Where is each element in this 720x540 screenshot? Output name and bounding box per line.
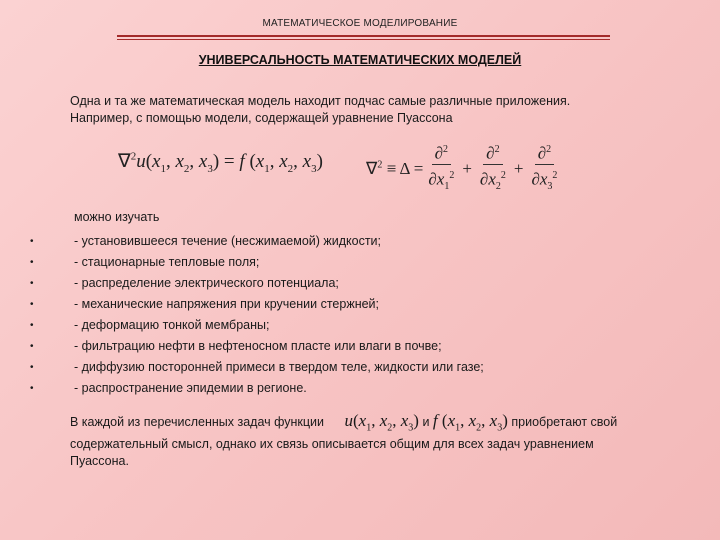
section-title: УНИВЕРСАЛЬНОСТЬ МАТЕМАТИЧЕСКИХ МОДЕЛЕЙ [198,53,522,67]
header-rule-thick [117,35,610,37]
header-rule-thin [117,39,610,40]
bullet-icon: • [30,236,34,247]
bullet-icon: • [30,320,34,331]
conclusion-paragraph [70,412,675,470]
list-intro: можно изучать [74,210,160,224]
bullet-icon: • [30,362,34,373]
list-item: • - деформацию тонкой мембраны; [30,315,484,336]
bullet-icon: • [30,278,34,289]
poisson-equation-formula: $\nabla^2u(x_1$, $x_2$, $x_3) = f$ ($x_1$, $x_2$, $x_3$) [118,150,323,175]
list-item: • - фильтрацию нефти в нефтеносном пласте или влаги в почве; [30,336,484,357]
header-title: МАТЕМАТИЧЕСКОЕ МОДЕЛИРОВАНИЕ [262,18,458,29]
bullet-icon: • [30,383,34,394]
list-item: • - распространение эпидемии в регионе. [30,378,484,399]
function-f-formula: f ($x_1$, $x_2$, $x_3$) [432,411,508,434]
conclusion-line-1: В каждой из перечисленных задач функции $u(x_1$, $x_2$, $x_3$) и f ($x_1$, $x_2$, $x_3$) приобретают свой [70,411,618,434]
list-item: • - распределение электрического потенциала; [30,273,484,294]
laplace-operator-formula: ∇$^2$ ≡ Δ = $\frac{\partial^2}{\partial x_1^2}$ + $\frac{\partial^2}{\partial x_2^2}$ + $\frac{\partial^2}{\partial x_3^2}$ [366,140,562,198]
intro-line-2: Например, с помощью модели, содержащей уравнение Пуассона [70,111,453,125]
bullet-icon: • [30,299,34,310]
function-u-formula: $u(x_1$, $x_2$, $x_3$) [344,411,419,434]
intro-line-1: Одна и та же математическая модель находит подчас самые различные приложения. [70,94,571,108]
conclusion-line-2: содержательный смысл, однако их связь описывается общим для всех задач уравнением [70,437,594,452]
list-item: • - установившееся течение (несжимаемой) жидкости; [30,231,484,252]
bullet-icon: • [30,341,34,352]
applications-list [30,231,484,399]
conclusion-line-3: Пуассона. [70,454,129,469]
list-item: • - стационарные тепловые поля; [30,252,484,273]
list-item: • - механические напряжения при кручении стержней; [30,294,484,315]
list-item: • - диффузию посторонней примеси в твердом теле, жидкости или газе; [30,357,484,378]
bullet-icon: • [30,257,34,268]
intro-paragraph [70,93,670,127]
